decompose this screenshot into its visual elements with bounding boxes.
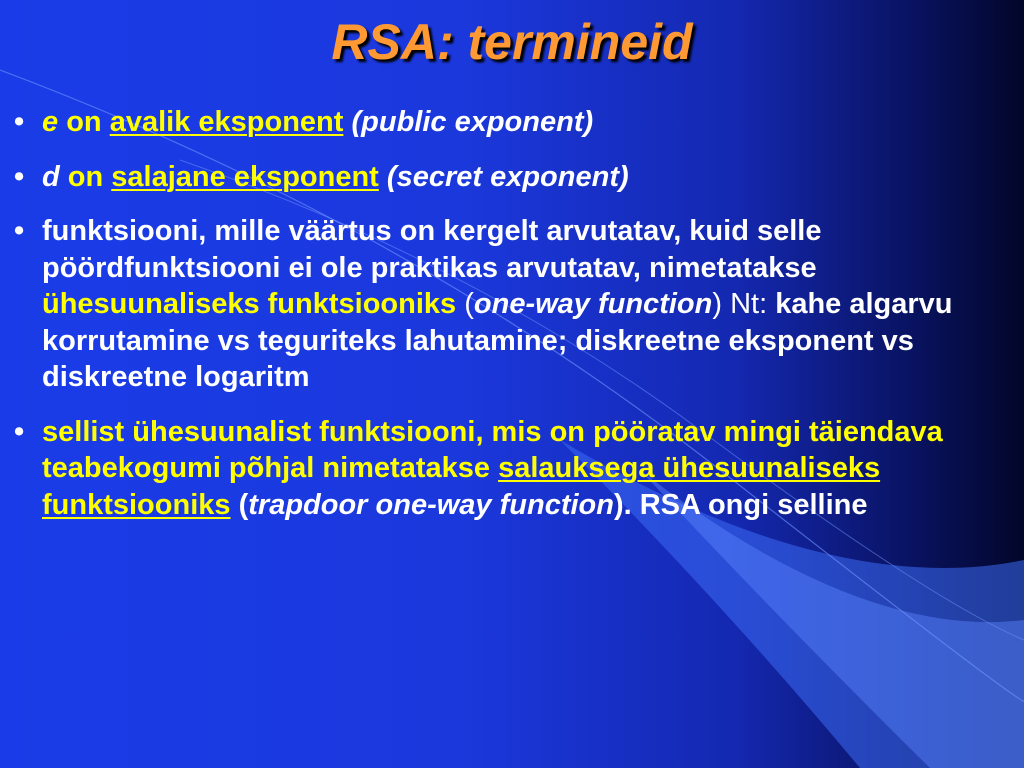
variable-e: e <box>42 106 59 138</box>
bullet-dot: • <box>14 106 25 138</box>
english-one-way-function: one-way function <box>473 288 713 320</box>
term-salajane-eksponent: salajane eksponent <box>111 160 379 193</box>
definition-text: funktsiooni, mille väärtus on kergelt arvutatav, kuid selle pöördfunktsiooni ei ole praktikas arvutatav, nimetatakse <box>42 215 822 284</box>
english-public-exponent: (public exponent) <box>351 106 594 138</box>
example-text: kahe algarvu korrutamine vs teguriteks lahutamine; diskreetne eksponent vs diskreetne logaritm <box>42 288 953 393</box>
paren-close: ) <box>712 288 723 320</box>
bullet-secret-exponent <box>14 159 1016 196</box>
paren-open: ( <box>464 288 474 320</box>
bullet-dot: • <box>14 415 25 448</box>
connector-on: on <box>66 106 102 138</box>
term-avalik-eksponent: avalik eksponent <box>109 106 344 138</box>
connector-on: on <box>67 160 104 193</box>
example-label: Nt: <box>730 288 768 320</box>
term-trapdoor-function: salauksega ühesuunaliseks funktsiooniks <box>42 452 881 521</box>
bullet-one-way-function <box>14 213 1016 396</box>
english-trapdoor-function: trapdoor one-way function <box>248 488 614 521</box>
bullet-trapdoor-function <box>14 414 1016 524</box>
variable-d: d <box>42 160 60 193</box>
slide-title: RSA: termineid <box>331 14 693 70</box>
bullet-public-exponent <box>14 104 1016 141</box>
bullet-list <box>14 104 1016 541</box>
bullet-dot: • <box>14 160 25 193</box>
bullet-dot: • <box>14 215 25 247</box>
rsa-note: ). RSA ongi selline <box>613 488 868 521</box>
term-one-way-function: ühesuunaliseks funktsiooniks <box>42 288 457 320</box>
trapdoor-definition-text: sellist ühesuunalist funktsiooni, mis on pööratav mingi täiendava teabekogumi põhjal nimetatakse <box>42 415 943 484</box>
paren-open: ( <box>238 488 249 521</box>
english-secret-exponent: (secret exponent) <box>386 160 629 193</box>
